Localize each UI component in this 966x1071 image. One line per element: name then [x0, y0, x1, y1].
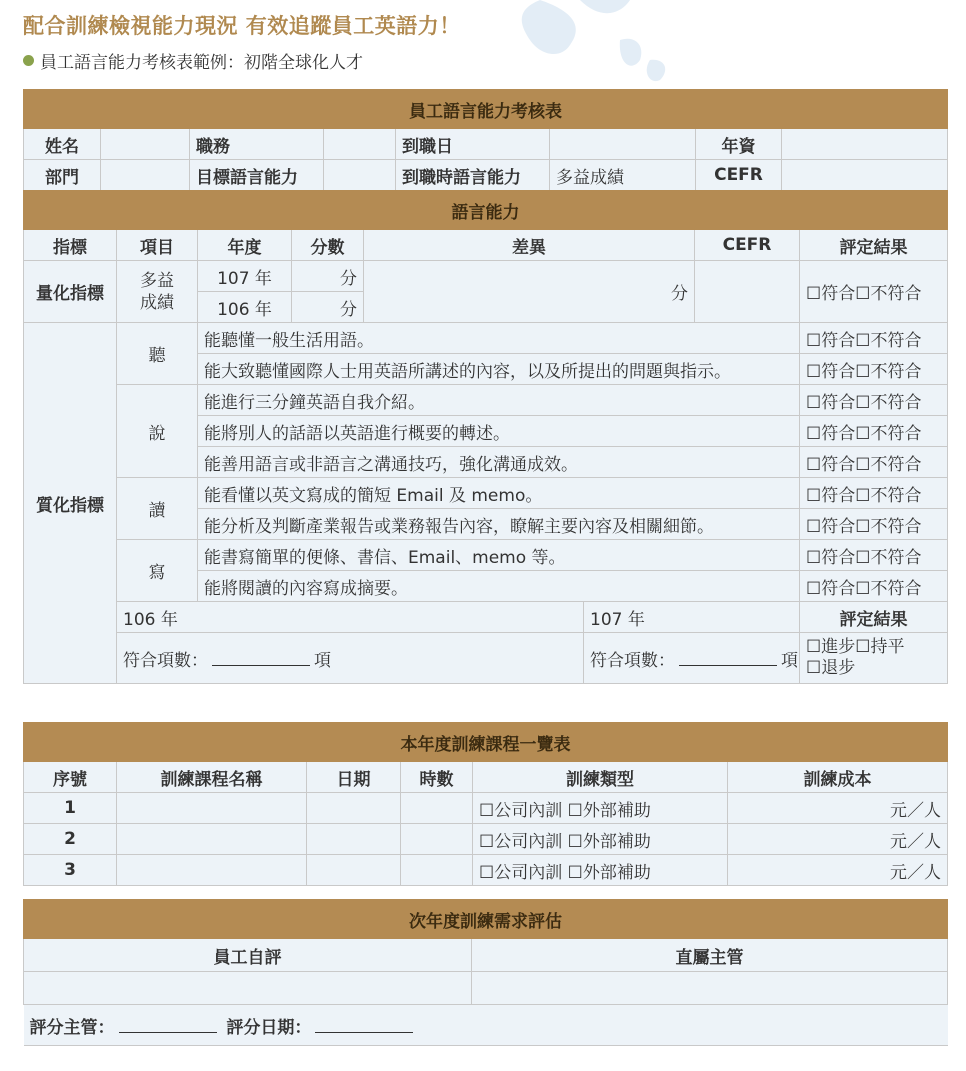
- field-start-date[interactable]: [550, 129, 696, 160]
- row-2-cost: 元／人: [728, 824, 948, 855]
- section-title-needs: 次年度訓練需求評估: [24, 900, 948, 939]
- row-3-cost: 元／人: [728, 855, 948, 886]
- count-106-label: 符合項數：: [123, 650, 208, 671]
- col-indicator: 指標: [24, 230, 117, 261]
- label-position: 職務: [190, 129, 324, 160]
- result-listening-2[interactable]: ☐符合☐不符合: [800, 354, 948, 385]
- row-3-date[interactable]: [307, 855, 401, 886]
- section-title-language: 語言能力: [24, 191, 948, 230]
- summary-result-options[interactable]: [800, 633, 948, 684]
- criterion-reading-1: 能看懂以英文寫成的簡短 Email 及 memo。: [198, 478, 800, 509]
- grader-line[interactable]: [119, 1018, 217, 1033]
- year-106: 106 年: [198, 292, 292, 323]
- summary-result-line2[interactable]: ☐退步: [806, 658, 856, 678]
- count-107-line[interactable]: [679, 651, 777, 666]
- section-title-info: 員工語言能力考核表: [24, 90, 948, 129]
- result-reading-1[interactable]: ☐符合☐不符合: [800, 478, 948, 509]
- col-hours: 時數: [401, 762, 473, 793]
- skill-speaking: 說: [117, 385, 198, 478]
- field-target-level[interactable]: [324, 160, 396, 191]
- row-2-type[interactable]: ☐公司內訓 ☐外部補助: [473, 824, 728, 855]
- col-score: 分數: [292, 230, 364, 261]
- criterion-reading-2: 能分析及判斷產業報告或業務報告內容，瞭解主要內容及相關細節。: [198, 509, 800, 540]
- label-start-date: 到職日: [396, 129, 550, 160]
- row-1-cost: 元／人: [728, 793, 948, 824]
- summary-year-106: 106 年: [117, 602, 584, 633]
- col-year: 年度: [198, 230, 292, 261]
- label-quantitative: 量化指標: [24, 261, 117, 323]
- row-2-name[interactable]: [117, 824, 307, 855]
- col-type: 訓練類型: [473, 762, 728, 793]
- criterion-writing-1: 能書寫簡單的便條、書信、Email、memo 等。: [198, 540, 800, 571]
- result-writing-2[interactable]: ☐符合☐不符合: [800, 571, 948, 602]
- summary-result-line1[interactable]: ☐進步☐持平: [806, 637, 905, 657]
- label-seniority: 年資: [696, 129, 782, 160]
- count-107-cell: [584, 633, 800, 684]
- criterion-listening-1: 能聽懂一般生活用語。: [198, 323, 800, 354]
- label-start-level: 到職時語言能力: [396, 160, 550, 191]
- grade-date-line[interactable]: [315, 1018, 413, 1033]
- col-cost: 訓練成本: [728, 762, 948, 793]
- skill-listening: 聽: [117, 323, 198, 385]
- criterion-speaking-3: 能善用語言或非語言之溝通技巧，強化溝通成效。: [198, 447, 800, 478]
- label-grade-date: 評分日期：: [226, 1017, 312, 1038]
- col-date: 日期: [307, 762, 401, 793]
- score-unit-106: 分: [292, 292, 364, 323]
- signature-row: [24, 1005, 948, 1046]
- page-subtitle: [23, 48, 363, 73]
- criterion-speaking-1: 能進行三分鐘英語自我介紹。: [198, 385, 800, 416]
- col-result: 評定結果: [800, 230, 948, 261]
- world-map-watermark: [420, 0, 720, 90]
- row-1-type[interactable]: ☐公司內訓 ☐外部補助: [473, 793, 728, 824]
- field-cefr[interactable]: [782, 160, 948, 191]
- row-1-hours[interactable]: [401, 793, 473, 824]
- bullet-dot-icon: [23, 55, 34, 66]
- score-unit-107: 分: [292, 261, 364, 292]
- label-name: 姓名: [24, 129, 101, 160]
- count-106-cell: [117, 633, 584, 684]
- row-2-date[interactable]: [307, 824, 401, 855]
- subtitle-text: 員工語言能力考核表範例：初階全球化人才: [40, 53, 363, 73]
- count-107-label: 符合項數：: [590, 650, 675, 671]
- row-3-hours[interactable]: [401, 855, 473, 886]
- label-manager-eval: 直屬主管: [472, 939, 948, 972]
- field-position[interactable]: [324, 129, 396, 160]
- training-needs-table: [23, 899, 948, 1046]
- year-107: 107 年: [198, 261, 292, 292]
- section-title-courses: 本年度訓練課程一覽表: [24, 723, 948, 762]
- result-quant[interactable]: ☐符合☐不符合: [800, 261, 948, 323]
- criterion-writing-2: 能將閱讀的內容寫成摘要。: [198, 571, 800, 602]
- row-3-name[interactable]: [117, 855, 307, 886]
- summary-year-107: 107 年: [584, 602, 800, 633]
- col-course-name: 訓練課程名稱: [117, 762, 307, 793]
- field-manager-eval[interactable]: [472, 972, 948, 1005]
- label-grader: 評分主管：: [29, 1017, 115, 1038]
- field-self-eval[interactable]: [24, 972, 472, 1005]
- page-title: 配合訓練檢視能力現況 有效追蹤員工英語力！: [23, 14, 461, 38]
- course-list-table: [23, 722, 948, 886]
- count-107-unit: 項: [781, 650, 798, 671]
- field-cefr-quant[interactable]: [695, 261, 800, 323]
- criterion-listening-2: 能大致聽懂國際人士用英語所講述的內容，以及所提出的問題與指示。: [198, 354, 800, 385]
- skill-writing: 寫: [117, 540, 198, 602]
- row-1-date[interactable]: [307, 793, 401, 824]
- label-target-level: 目標語言能力: [190, 160, 324, 191]
- count-106-line[interactable]: [212, 651, 310, 666]
- field-department[interactable]: [101, 160, 190, 191]
- label-cefr: CEFR: [696, 160, 782, 191]
- label-toeic-score: 多益成績: [550, 160, 696, 191]
- result-speaking-2[interactable]: ☐符合☐不符合: [800, 416, 948, 447]
- row-1-no: 1: [24, 793, 117, 824]
- difference-unit: 分: [364, 261, 695, 323]
- summary-result-label: 評定結果: [800, 602, 948, 633]
- row-3-type[interactable]: ☐公司內訓 ☐外部補助: [473, 855, 728, 886]
- label-toeic: 多益 成績: [117, 261, 198, 323]
- label-self-eval: 員工自評: [24, 939, 472, 972]
- col-item: 項目: [117, 230, 198, 261]
- col-difference: 差異: [364, 230, 695, 261]
- label-qualitative: 質化指標: [24, 323, 117, 684]
- language-ability-table: [23, 190, 948, 684]
- result-speaking-3[interactable]: ☐符合☐不符合: [800, 447, 948, 478]
- row-1-name[interactable]: [117, 793, 307, 824]
- row-2-no: 2: [24, 824, 117, 855]
- field-seniority[interactable]: [782, 129, 948, 160]
- result-reading-2[interactable]: ☐符合☐不符合: [800, 509, 948, 540]
- skill-reading: 讀: [117, 478, 198, 540]
- row-3-no: 3: [24, 855, 117, 886]
- field-name[interactable]: [101, 129, 190, 160]
- label-department: 部門: [24, 160, 101, 191]
- col-seq: 序號: [24, 762, 117, 793]
- result-speaking-1[interactable]: ☐符合☐不符合: [800, 385, 948, 416]
- count-106-unit: 項: [314, 650, 331, 671]
- result-writing-1[interactable]: ☐符合☐不符合: [800, 540, 948, 571]
- employee-info-table: [23, 89, 948, 191]
- row-2-hours[interactable]: [401, 824, 473, 855]
- result-listening-1[interactable]: ☐符合☐不符合: [800, 323, 948, 354]
- criterion-speaking-2: 能將別人的話語以英語進行概要的轉述。: [198, 416, 800, 447]
- col-cefr: CEFR: [695, 230, 800, 261]
